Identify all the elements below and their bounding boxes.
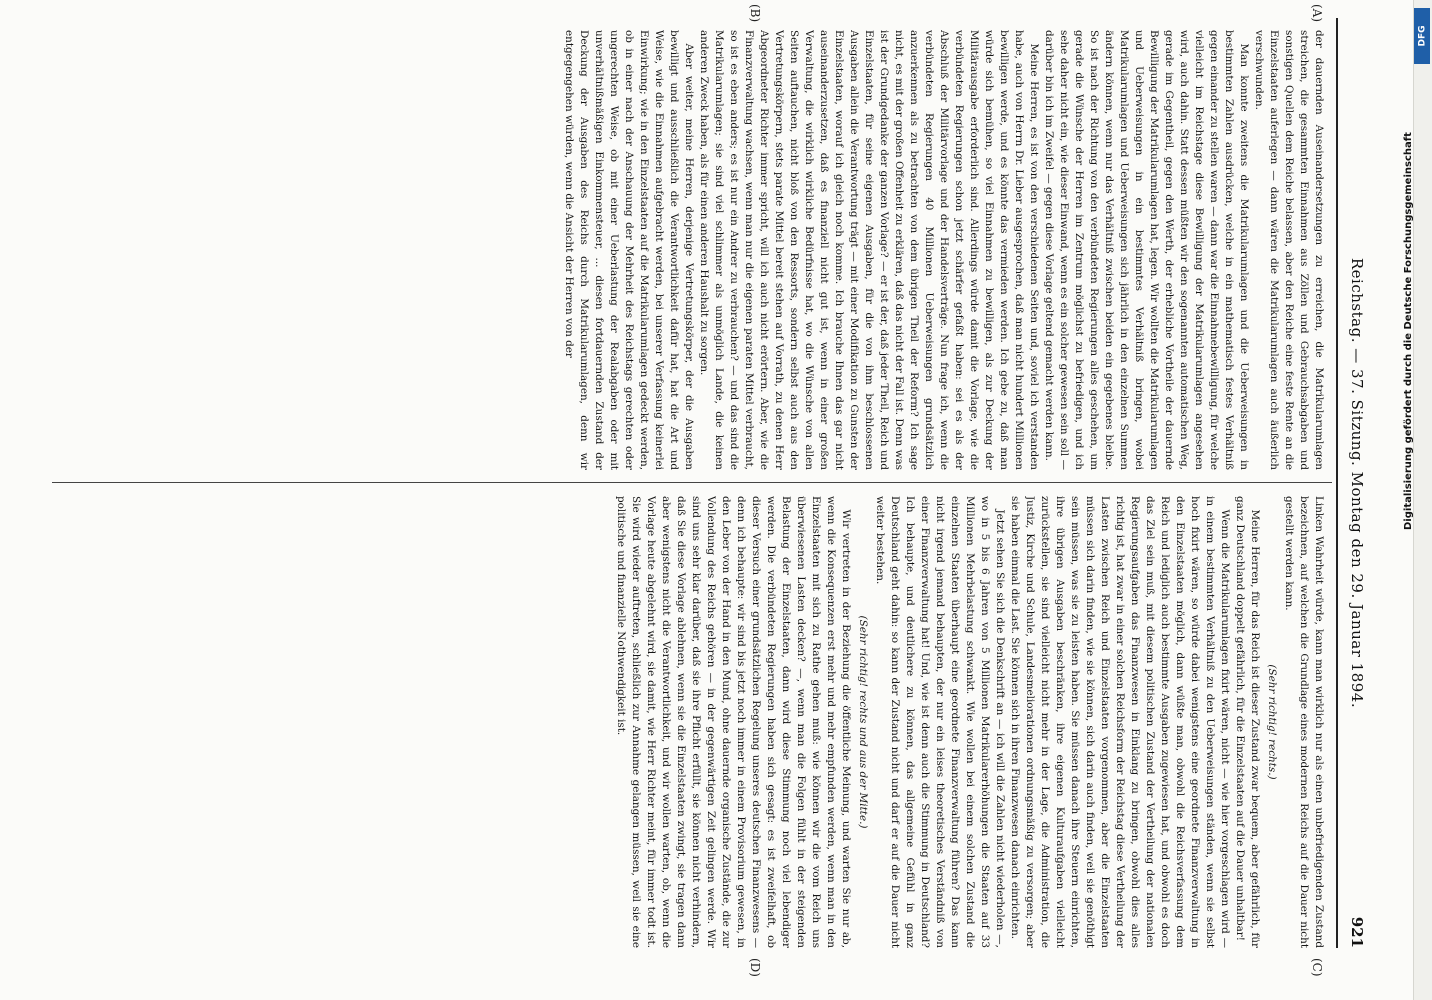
margin-mark-d: (D) (748, 958, 762, 977)
right-column (56, 496, 1326, 948)
running-header (1340, 18, 1366, 948)
paragraph: Man konnte zweitens die Matrikularumlagen und die Ueberweisungen in bestimmten Zahlen ausdrücken, welche in ein mathematisch festes Verhältniß gegen einander zu stellen waren — dann war die Einnahmebewilligung, für welche vielleicht im Reichstage diese Bewilligung der Matrikularumlagen angesehen wird, auch dahin. Statt dessen müßten wir den sogenannten automatischen Weg, gerade im Gegentheil, gegen den Werth, der erhebliche Vortheile der dauernde Bewilligung der Matrikularumlagen hat, legen. Wir wollten die Matrikularumlagen und Ueberweisungen in ein bestimmtes Verhältniß bringen, wobei Matrikularumlagen und Ueberweisungen sich jährlich in den einzelnen Summen ändern können, wenn nur das Verhältniß zwischen beiden ein gegebenes bleibe. So ist nach der Richtung von den verbündeten Regierungen alles geschehen, um gerade die Wünsche der Herren im Zentrum möglichst zu befriedigen, und ich sehe daher nicht ein, wie dieser Einwand, wenn es ein solcher gewesen sein soll — darüber bin ich im Zweifel — gegen diese Vorlage geltend gemacht werden kann. (1043, 30, 1250, 470)
paragraph: Wenn die Matrikularumlagen fixirt wären, nicht — wie hier vorgeschlagen wird — in einem bestimmten Verhältniß zu den Ueberweisungen ständen, wenn sie selbst hoch fixirt wären, so würde dabei wenigstens eine geordnete Finanzverwaltung in den Einzelstaaten möglich, dann wüßte man, obwohl die Reichsverfassung dem Reich und lediglich auch bestimmte Ausgaben zugewiesen hat, und obwohl es doch das Ziel sein muß, mit diesem politischen Zustand der Vertheilung der nationalen Regierungsaufgaben das Finanzwesen in Einklang zu bringen, obwohl dies alles richtig ist, hat zwar in einer solchen Reichsform der Reichstag diese Vertheilung der Lasten zwischen Reich und Einzelstaaten vorgenommen, aber die Einzelstaaten müssen sich darin finden, wie sie können, sich darin auch finden, weil sie genöthigt sein müssen, was sie zu leisten haben. Sie müssen danach ihre Steuern einrichten, ihre übrigen Ausgaben beschränken, ihre eigenen Kulturaufgaben vielleicht zurückstellen, sie sind vielleicht nicht mehr in der Lage, die Administration, die Justiz, Kirche und Schule, Landesmeliorationen ordnungsmäßig zu versorgen; aber sie haben einmal die Last. Sie können sich in ihren Finanzwesen danach einrichten. (1009, 496, 1231, 948)
paragraph: Jetzt sehen Sie sich die Denkschrift an — ich will die Zahlen nicht wiederholen —, wo in 5 bis 6 Jahren von 5 Millionen Matrikularerhöhungen die Staaten auf 33 Millionen Mehrbelastung schwankt. Wie wollen bei einem solchen Zustand die einzelnen Staaten überhaupt eine geordnete Finanzverwaltung führen? Das kann nicht irgend jemand behaupten, der nur ein leises theoretisches Verständniß von einer Finanzverwaltung hat! Und, wie ist denn auch die Stimmung in Deutschland? Ich behaupte, und deutlichere zu können, das allgemeine Gefühl in ganz Deutschland geht dahin: so kann der Zustand nicht und darf er auf die Dauer nicht weiter bestehen. (874, 496, 1006, 948)
page-body (50, 4, 1366, 977)
paragraph: Meine Herren, es ist von den verschiedenen Seiten und, soviel ich verstanden habe, auch von Herrn Dr. Lieber ausgesprochen, daß man nicht hundert Millionen bewilligen werde, und es könnte das vermieden werden. Ich gebe zu, daß man würde sich bemühen, so viel Einnahmen zu bewilligen, als zur Deckung der Militärausgabe erforderlich sind. Allerdings würde damit die Vorlage, wie die verbündeten Regierungen schon jetzt schärfer gefaßt haben: sei es als der Abschluß der Militärvorlage und der Handelsverträge. Nun frage ich, wenn die verbündeten Regierungen 40 Millionen Ueberweisungen grundsätzlich anzuerkennen als zu betrachten von dem übrigen Theil der Reform? Ich sage nicht, es mit der großen Offenheit zu erklären, daß das nicht der Fall ist. Denn was ist der Grundgedanke der ganzen Vorlage? — er ist der, daß jeder Theil, Reich und Einzelstaaten, für seine eigenen Ausgaben, für die von ihm beschlossenen Ausgaben allein die Verantwortung trägt — mit einer Modifikation zu Gunsten der Einzelstaaten, worauf ich gleich noch komme. Ich brauche Ihnen das gar nicht auseinanderzusetzen, daß es finanziell nicht gut ist, wenn in einer großen Verwaltung, die wirklich wirkliche Bedürfnisse hat, wo die Wünsche von allen Seiten auftauchen, nicht bloß von den Ressorts, sondern selbst auch aus den Vertretungskörpern, stets parate Mittel bereit stehen auf Vorrath, zu denen Herr Abgeordneter Richter immer spricht, will ich auch nicht erörtern. Aber, wie die Finanzverwaltung wachsen, wenn man nur die eigenen paraten Mittel verbraucht, so ist es eben anders; es ist nur ein Andrer zu verbrauchen? — und das sind die Matrikularumlagen; sie sind viel schlimmer als unmöglich Lande, die keinen anderen Zweck haben, als für einen anderen Haushalt zu sorgen. (698, 30, 1040, 470)
margin-mark-a: (A) (1310, 4, 1324, 23)
left-column (56, 30, 1326, 470)
paragraph: Aber weiter, meine Herren, derjenige Vertretungskörper, der die Ausgaben bewilligt und ausschließlich die Verantwortlichkeit dafür hat, hat die Art und Weise, wie die Einnahmen aufgebracht werden, bei unserer Verfassung keinerlei Einwirkung; wie in den Einzelstaaten auf die Matrikularumlagen gedeckt werden, ob in einer nach der Anschauung der Mehrheit des Reichstags gerechten oder ungerechten Weise, ob mit einer Ueberlastung der Realabgaben oder mit unverhältnißmäßigen Einkommensteuer, ... diesen fortdauernden Zustand der Deckung der Ausgaben des Reichs durch Matrikularumlagen, denn wir entgegengehen würden, wenn die Ansicht der Herren von der (563, 30, 695, 470)
paragraph: Wir vertreten in der Beziehung die öffentliche Meinung, und warten Sie nur ab, wenn die Konsequenzen erst mehr und mehr empfunden werden, wenn man in den Einzelstaaten mit sich zu Rathe gehen muß: wie können wir die vom Reich uns überwiesenen Lasten decken? —, wenn man die Folgen fühlt in der steigenden Belastung der Einzelstaaten, dann wird diese Stimmung noch viel lebendiger werden. Die verbündeten Regierungen haben sich gesagt: es ist zweifelhaft, ob dieser Versuch einer grundsätzlichen Regelung unseres deutschen Finanzwesens — denn ich behaupte: wir sind bis jetzt noch immer in einem Provisorium gewesen, in den Leber von der Hand in den Mund, ohne dauernde organische Zustände, die zur Vollendung des Reichs gehören — in der gegenwärtigen Zeit gelingen werde. Wir sind uns sehr klar darüber, daß sie ihre Pflicht erfüllt, sie können nicht verhindern, daß Sie diese Vorlage ablehnen, wenn sie die Einzelstaaten zwingt, sie tragen dann aber wenigstens nicht die Verantwortlichkeit, und wir wollen warten, ob, wenn die Vorlage heute abgelehnt wird, sie damit, wie Herr Richter meint, für immer todt ist. Sie wird wieder auftreten, schließlich zur Annahme gelangen müssen, weil sie eine politische und finanzielle Nothwendigkeit ist. (615, 496, 852, 948)
margin-mark-b: (B) (748, 4, 762, 23)
header-rule (1336, 18, 1338, 948)
paragraph: Linken Wahrheit würde, kann man wirklich nur als einen unbefriedigenden Zustand bezeichnen, auf welchen die Grundlage eines modernen Reichs auf die Dauer nicht gestellt werden kann. (1283, 496, 1325, 948)
paragraph: Meine Herren, für das Reich ist dieser Zustand zwar bequem, aber gefährlich, für ganz Deutschland doppelt gefährlich, für die Einzelstaaten auf die Dauer unhaltbar! (1234, 496, 1261, 948)
margin-mark-c: (C) (1310, 958, 1324, 977)
column-divider (52, 482, 1332, 483)
dfg-logo: DFG (1414, 8, 1430, 64)
page-number: 921 (1348, 916, 1366, 948)
digitization-credit: Digitalisierung gefördert durch die Deutsche Forschungsgemeinschaft (1403, 132, 1414, 530)
interjection: (Sehr richtig! rechts und aus der Mitte.) (857, 615, 869, 829)
interjection: (Sehr richtig! rechts.) (1266, 664, 1278, 780)
paragraph: der dauernden Auseinandersetzungen zu erreichen, die Matrikularumlagen streichen, die gesammten Einnahmen aus Zöllen und Gebrauchsabgaben und sonstigen Quellen dem Reiche belassen, aber den Reiche eine feste Rente an die Einzelstaaten auferlegen — dann wären die Matrikularumlagen auch äußerlich verschwunden. (1253, 30, 1325, 470)
header-title: Reichstag. — 37. Sitzung. Montag den 29. Januar 1894. (1348, 257, 1366, 709)
